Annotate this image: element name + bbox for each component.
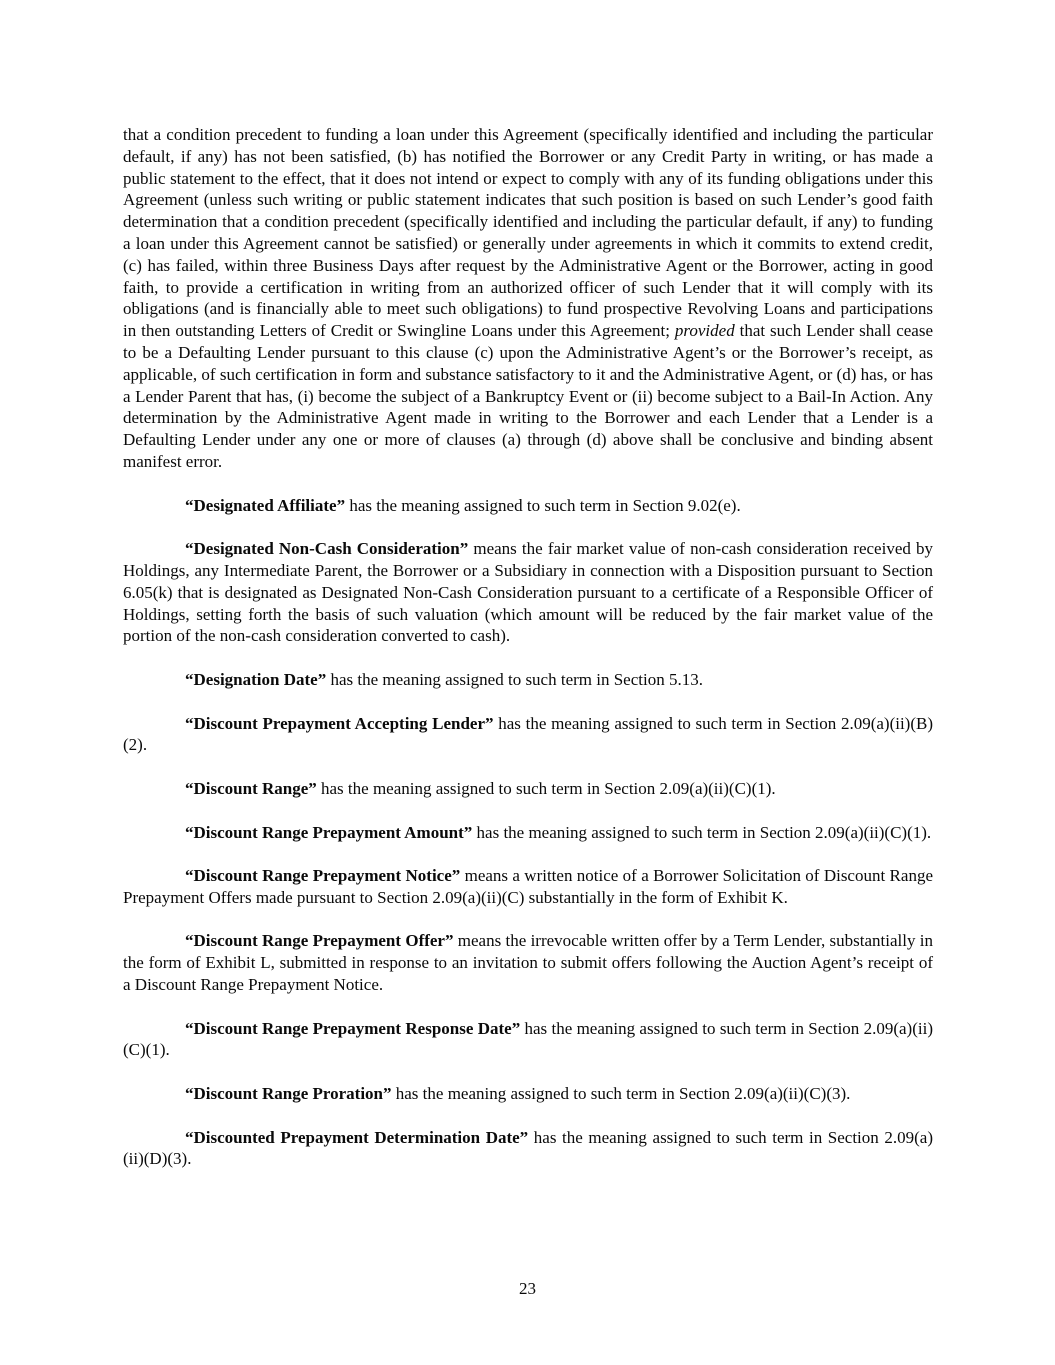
paragraph [123, 495, 933, 517]
defined-term: “Discount Range Prepayment Offer” [185, 931, 454, 951]
paragraph [123, 124, 933, 473]
text-segment: has the meaning assigned to such term in Section 9.02(e). [345, 495, 741, 515]
paragraph [123, 1018, 933, 1062]
paragraph [123, 1127, 933, 1171]
defined-term: “Discount Range” [185, 778, 317, 798]
paragraph [123, 1083, 933, 1105]
defined-term: “Discount Range Prepayment Response Date” [185, 1018, 521, 1038]
paragraph [123, 822, 933, 844]
text-segment: that a condition precedent to funding a loan under this Agreement (specifically identified and including the particular default, if any) has not been satisfied, (b) has notified the Borrower or any Credit Party in writing, or has made a public statement to the effect, that it does not intend or expect to comply with any of its funding obligations under this Agreement (unless such writing or public statement indicates that such position is based on such Lender’s good faith determination that a condition precedent (specifically identified and including the particular default, if any) to funding a loan under this Agreement cannot be satisfied) or generally under agreements in which it commits to extend credit, (c) has failed, within three Business Days after request by the Administrative Agent or the Borrower, acting in good faith, to provide a certification in writing from an authorized officer of such Lender that it will comply with its obligations (and is financially able to meet such obligations) to fund prospective Revolving Loans and participations in then outstanding Letters of Credit or Swingline Loans under this Agreement; [123, 125, 933, 341]
paragraph [123, 713, 933, 757]
text-segment: has the meaning assigned to such term in Section 5.13. [326, 669, 703, 689]
paragraph [123, 930, 933, 995]
defined-term: “Discount Range Proration” [185, 1084, 392, 1104]
text-segment: has the meaning assigned to such term in Section 2.09(a)(ii)(B)(2). [123, 713, 933, 755]
paragraph [123, 865, 933, 909]
text-segment: means the irrevocable written offer by a Term Lender, substantially in the form of Exhibit L, submitted in response to an invitation to submit offers following the Auction Agent’s receipt of a Discount Range Prepayment Notice. [123, 931, 933, 995]
page-number: 23 [519, 1279, 536, 1298]
document-body [123, 124, 933, 1192]
text-segment: means the fair market value of non-cash consideration received by Holdings, any Intermediate Parent, the Borrower or a Subsidiary in connection with a Disposition pursuant to Section 6.05(k) that is designated as Designated Non-Cash Consideration pursuant to a certificate of a Responsible Officer of Holdings, setting forth the basis of such valuation (which amount will be reduced by the fair market value of the portion of the non-cash consideration converted to cash). [123, 539, 933, 646]
paragraph [123, 669, 933, 691]
defined-term: “Discount Range Prepayment Notice” [185, 866, 461, 886]
defined-term: “Discount Prepayment Accepting Lender” [185, 713, 494, 733]
text-segment: provided [674, 321, 735, 341]
text-segment: means a written notice of a Borrower Solicitation of Discount Range Prepayment Offers made pursuant to Section 2.09(a)(ii)(C) substantially in the form of Exhibit K. [123, 866, 933, 907]
paragraph [123, 778, 933, 800]
defined-term: “Designation Date” [185, 669, 327, 689]
defined-term: “Designated Affiliate” [185, 495, 346, 515]
text-segment: has the meaning assigned to such term in Section 2.09(a)(ii)(D)(3). [123, 1127, 933, 1169]
text-segment: has the meaning assigned to such term in Section 2.09(a)(ii)(C)(1). [123, 1018, 933, 1060]
text-segment: has the meaning assigned to such term in Section 2.09(a)(ii)(C)(1). [316, 778, 776, 798]
text-segment: has the meaning assigned to such term in Section 2.09(a)(ii)(C)(1). [472, 822, 932, 842]
paragraph [123, 538, 933, 647]
defined-term: “Designated Non-Cash Consideration” [185, 539, 469, 559]
text-segment: has the meaning assigned to such term in Section 2.09(a)(ii)(C)(3). [391, 1084, 851, 1104]
defined-term: “Discount Range Prepayment Amount” [185, 822, 473, 842]
defined-term: “Discounted Prepayment Determination Date” [185, 1127, 529, 1147]
text-segment: that such Lender shall cease to be a Defaulting Lender pursuant to this clause (c) upon the Administrative Agent’s or the Borrower’s receipt, as applicable, of such certification in form and substance satisfactory to it and the Administrative Agent, or (d) has, or has a Lender Parent that has, (i) become the subject of a Bankruptcy Event or (ii) become subject to a Bail-In Action. Any determination by the Administrative Agent made in writing to the Borrower and each Lender that a Lender is a Defaulting Lender under any one or more of clauses (a) through (d) above shall be conclusive and binding absent manifest error. [123, 321, 933, 471]
